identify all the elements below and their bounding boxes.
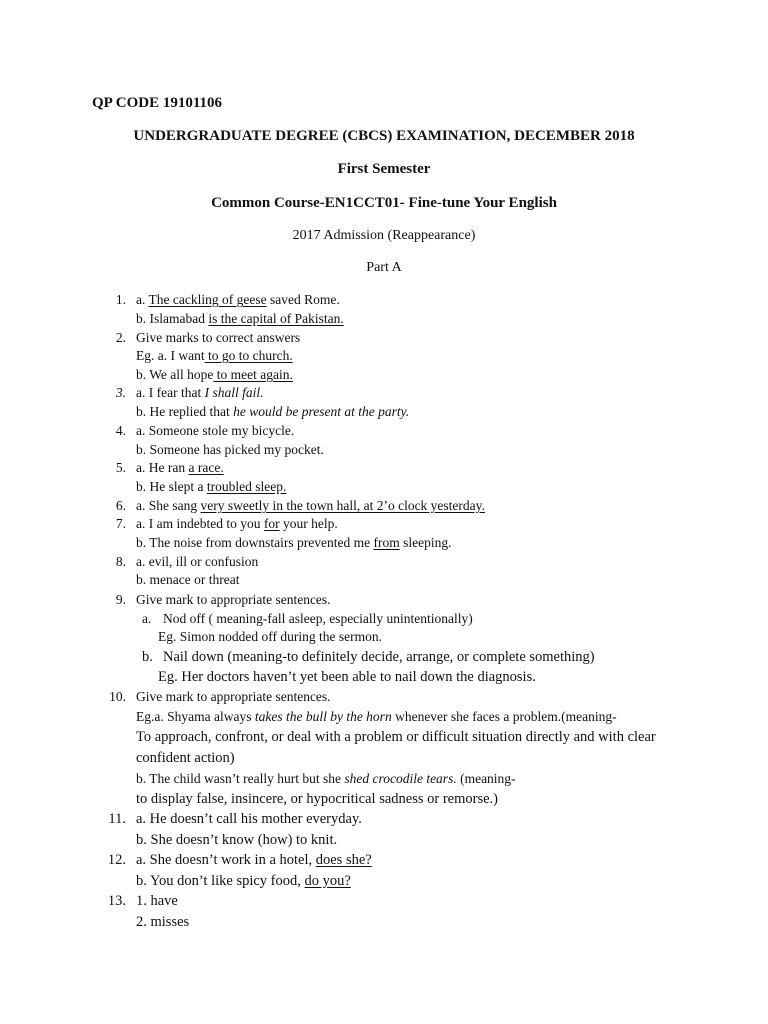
answer-number: 3.: [115, 385, 126, 400]
answer-2-instruction: Give marks to correct answers: [136, 330, 301, 345]
answer-8a: a. evil, ill or confusion: [136, 554, 259, 569]
answer-10-instruction: Give mark to appropriate sentences.: [136, 689, 331, 704]
answer-9a-text: Nod off ( meaning-fall asleep, especially unintentionally): [163, 611, 473, 626]
answer-13-item1: 1. have: [136, 893, 178, 909]
answer-number: 8.: [115, 554, 126, 569]
admission-line: 2017 Admission (Reappearance): [292, 228, 476, 243]
answer-9b-label: b.: [142, 649, 153, 665]
answer-9-instruction: Give mark to appropriate sentences.: [136, 592, 331, 607]
answer-11b: b. She doesn’t know (how) to knit.: [136, 832, 338, 848]
answer-12b: b. You don’t like spicy food, do you?: [136, 873, 351, 889]
answer-5a: a. He ran a race.: [136, 460, 224, 475]
answer-number: 5.: [115, 460, 126, 475]
answer-6a: a. She sang very sweetly in the town hall, at 2’o clock yesterday.: [136, 498, 485, 513]
answer-number: 7.: [115, 516, 126, 531]
answer-10a: Eg.a. Shyama always takes the bull by the horn whenever she faces a problem.(meaning-: [136, 709, 617, 724]
answer-1a: a. The cackling of geese saved Rome.: [136, 292, 340, 307]
answer-number: 10.: [109, 689, 126, 704]
answer-3a: a. I fear that I shall fail.: [136, 385, 264, 400]
answer-4b: b. Someone has picked my pocket.: [136, 442, 324, 457]
answer-9a-example: Eg. Simon nodded off during the sermon.: [158, 629, 382, 644]
answer-10b-line2: to display false, insincere, or hypocritical sadness or remorse.): [136, 791, 498, 807]
answer-2b: b. We all hope to meet again.: [136, 367, 293, 382]
answer-11a: a. He doesn’t call his mother everyday.: [136, 811, 362, 827]
answer-13-item2: 2. misses: [136, 914, 190, 930]
answer-4a: a. Someone stole my bicycle.: [136, 423, 295, 438]
answer-10a-line2: To approach, confront, or deal with a problem or difficult situation directly and with clear: [136, 729, 656, 745]
answer-number: 9.: [115, 592, 126, 607]
exam-title: UNDERGRADUATE DEGREE (CBCS) EXAMINATION, DECEMBER 2018: [133, 128, 635, 144]
answer-9b-text: Nail down (meaning-to definitely decide, arrange, or complete something): [163, 649, 595, 665]
answer-2a: Eg. a. I want to go to church.: [136, 348, 293, 363]
answer-number: 13.: [107, 893, 126, 909]
answer-9a-label: a.: [142, 611, 152, 626]
answer-9b-example: Eg. Her doctors haven’t yet been able to nail down the diagnosis.: [158, 669, 536, 685]
answer-number: 6.: [115, 498, 126, 513]
answer-number: 4.: [115, 423, 126, 438]
answer-7b: b. The noise from downstairs prevented me from sleeping.: [136, 535, 452, 550]
semester-heading: First Semester: [337, 161, 431, 177]
qp-code: QP CODE 19101106: [92, 95, 223, 111]
answer-number: 2.: [115, 330, 126, 345]
answer-7a: a. I am indebted to you for your help.: [136, 516, 338, 531]
answer-5b: b. He slept a troubled sleep.: [136, 479, 287, 494]
answer-12a: a. She doesn’t work in a hotel, does she?: [136, 852, 372, 868]
part-heading: Part A: [366, 260, 402, 275]
answer-3b: b. He replied that he would be present at the party.: [136, 404, 410, 419]
answer-1b: b. Islamabad is the capital of Pakistan.: [136, 311, 344, 326]
answer-number: 11.: [108, 811, 126, 827]
answer-8b: b. menace or threat: [136, 572, 240, 587]
answer-number: 12.: [107, 852, 126, 868]
answer-number: 1.: [115, 292, 126, 307]
course-heading: Common Course-EN1CCT01- Fine-tune Your English: [211, 195, 557, 211]
answer-10b: b. The child wasn’t really hurt but she shed crocodile tears. (meaning-: [136, 771, 516, 786]
answer-10a-line3: confident action): [136, 750, 235, 766]
